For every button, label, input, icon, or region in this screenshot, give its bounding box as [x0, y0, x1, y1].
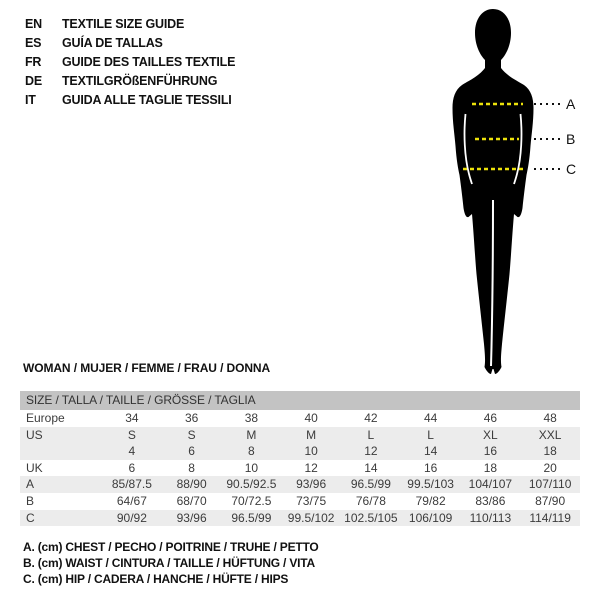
title-text: TEXTILGRÖßENFÜHRUNG [62, 74, 218, 88]
title-text: GUÍA DE TALLAS [62, 36, 163, 50]
size-value-cell: 12 [364, 444, 378, 459]
size-value-cell: 88/90 [176, 477, 207, 492]
size-value-cell: 16 [483, 444, 498, 459]
table-row [20, 427, 580, 444]
size-value-cell: 90/92 [116, 510, 147, 525]
size-value-cell: XXL [538, 427, 562, 442]
size-value-cell: 79/82 [415, 493, 446, 508]
legend-line: C. (cm) HIP / CADERA / HANCHE / HÜFTE / HIPS [23, 571, 289, 586]
size-table-body [20, 410, 580, 526]
size-value-cell: 8 [188, 460, 195, 475]
language-code: IT [25, 93, 36, 107]
size-value-cell: 36 [184, 411, 199, 425]
row-label: C [26, 510, 35, 525]
table-row [20, 476, 580, 493]
size-value-cell: 96.5/99 [231, 510, 272, 525]
row-label: UK [26, 460, 43, 475]
table-row [20, 493, 580, 510]
size-value-cell: 68/70 [176, 493, 207, 508]
title-line [25, 91, 235, 110]
title-line [25, 53, 235, 72]
size-value-cell: S [127, 427, 136, 442]
size-value-cell: 104/107 [468, 477, 513, 492]
size-value-cell: 14 [364, 460, 378, 475]
size-value-cell: 34 [125, 411, 139, 425]
title-line [25, 15, 235, 34]
size-value-cell: 14 [423, 444, 438, 459]
size-value-cell: L [427, 427, 434, 442]
gender-line: WOMAN / MUJER / FEMME / FRAU / DONNA [23, 361, 271, 375]
size-value-cell: 93/96 [296, 477, 327, 492]
size-value-cell: M [246, 427, 257, 442]
size-value-cell: 44 [423, 411, 438, 425]
hip-label: C [566, 161, 577, 177]
legend-line: B. (cm) WAIST / CINTURA / TAILLE / HÜFTUNG / VITA [23, 555, 315, 570]
size-value-cell: 64/67 [116, 493, 147, 508]
figure-wrap [420, 2, 600, 380]
title-text: GUIDE DES TAILLES TEXTILE [62, 55, 236, 69]
size-value-cell: 70/72.5 [231, 493, 272, 508]
table-row [20, 460, 580, 477]
size-value-cell: 110/113 [469, 510, 512, 525]
size-value-cell: 40 [304, 411, 318, 425]
size-value-cell: 102.5/105 [344, 510, 398, 525]
size-value-cell: M [306, 427, 317, 442]
row-label: B [26, 493, 35, 508]
title-text: GUIDA ALLE TAGLIE TESSILI [62, 93, 232, 107]
size-value-cell: 16 [423, 460, 438, 475]
size-value-cell: 107/110 [528, 477, 572, 492]
size-value-cell: 10 [244, 460, 259, 475]
size-value-cell: 18 [483, 460, 498, 475]
size-value-cell: 114/119 [529, 510, 571, 525]
size-value-cell: 87/90 [535, 493, 566, 508]
title-text: TEXTILE SIZE GUIDE [62, 17, 185, 31]
size-table [20, 391, 580, 526]
size-value-cell: L [367, 427, 375, 442]
size-value-cell: 99.5/102 [287, 510, 335, 525]
size-value-cell: 20 [543, 460, 557, 475]
size-value-cell: 83/86 [475, 493, 506, 508]
title-line [25, 34, 235, 53]
title-line [25, 72, 235, 91]
size-value-cell: 106/109 [408, 510, 453, 525]
language-code: ES [25, 36, 42, 50]
size-value-cell: S [187, 427, 196, 442]
size-value-cell: 85/87.5 [111, 477, 152, 492]
row-label: Europe [26, 411, 65, 425]
size-value-cell: 6 [128, 460, 136, 475]
language-code: FR [25, 55, 42, 69]
size-value-cell: 38 [244, 411, 259, 425]
title-block [25, 15, 235, 110]
size-value-cell: 10 [304, 444, 318, 459]
size-value-cell: 48 [543, 411, 557, 425]
language-code: EN [25, 17, 42, 31]
size-value-cell: 46 [483, 411, 498, 425]
size-value-cell: 18 [543, 444, 557, 459]
chest-label: A [566, 96, 576, 112]
size-value-cell: 96.5/99 [350, 477, 391, 492]
size-value-cell: 8 [248, 444, 255, 459]
measurement-legend [23, 540, 319, 588]
row-label: US [26, 427, 43, 442]
size-value-cell: 4 [128, 444, 136, 459]
table-row [20, 410, 580, 427]
size-value-cell: 42 [364, 411, 378, 425]
size-value-cell: 76/78 [355, 493, 386, 508]
size-value-cell: 73/75 [296, 493, 327, 508]
row-label [20, 443, 102, 460]
size-value-cell: XL [483, 427, 498, 442]
table-row [20, 443, 580, 460]
size-value-cell: 90.5/92.5 [226, 477, 277, 492]
size-value-cell: 93/96 [176, 510, 207, 525]
size-value-cell: 99.5/103 [407, 477, 454, 492]
language-code: DE [25, 74, 42, 88]
table-row [20, 510, 580, 527]
size-table-header: SIZE / TALLA / TAILLE / GRÖSSE / TAGLIA [20, 391, 580, 410]
waist-label: B [566, 131, 576, 147]
size-value-cell: 6 [188, 444, 195, 459]
legend-line: A. (cm) CHEST / PECHO / POITRINE / TRUHE / PETTO [23, 540, 319, 554]
size-value-cell: 12 [304, 460, 318, 475]
woman-figure-svg [420, 2, 600, 380]
row-label: A [26, 477, 35, 492]
